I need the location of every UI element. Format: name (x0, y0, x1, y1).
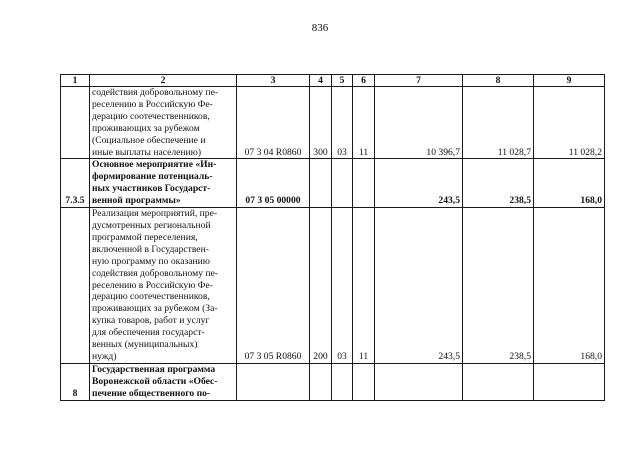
amount-col9-cell (534, 363, 605, 400)
subsection-cell: 11 (353, 87, 375, 159)
row-name-cell (90, 208, 237, 364)
header-cell-8: 8 (463, 75, 534, 87)
row-name-cell (90, 363, 237, 400)
section-cell (332, 159, 353, 208)
row-number-cell: 7.3.5 (61, 159, 90, 208)
header-cell-4: 4 (310, 75, 332, 87)
table-row (61, 87, 605, 159)
section-cell (332, 363, 353, 400)
row-name-line: дерацию соотечественников, (92, 291, 210, 303)
amount-col9-cell: 168,0 (534, 208, 605, 364)
row-name-line: содействия добровольному пе- (92, 267, 219, 279)
row-name-line: Основное мероприятие «Ин- (92, 159, 217, 171)
row-name-line: ных участников Государст- (92, 183, 211, 195)
row-name-line: печение общественного по- (92, 387, 211, 399)
subsection-cell: 11 (353, 208, 375, 364)
page-number: 836 (311, 22, 329, 34)
row-name-line: венной программы» (92, 195, 181, 207)
expense-type-cell: 300 (310, 87, 332, 159)
header-row (61, 75, 605, 87)
budget-code-cell: 07 3 05 R0860 (237, 208, 310, 364)
row-name-line: Воронежской области «Обес- (92, 375, 218, 387)
row-name-line: дусмотренных региональной (92, 219, 211, 231)
amount-col9-cell: 168,0 (534, 159, 605, 208)
amount-col8-cell (463, 363, 534, 400)
header-cell-7: 7 (375, 75, 463, 87)
amount-col7-cell: 243,5 (375, 159, 463, 208)
row-name-line: купка товаров, работ и услуг (92, 315, 210, 327)
table-body (61, 75, 605, 401)
header-cell-6: 6 (353, 75, 375, 87)
budget-table (60, 74, 605, 401)
row-name-line: для обеспечения государст- (92, 327, 205, 339)
row-name-line: Государственная программа (92, 363, 216, 375)
header-cell-9: 9 (534, 75, 605, 87)
amount-col9-cell: 11 028,2 (534, 87, 605, 159)
row-name-line: программой переселения, (92, 231, 198, 243)
budget-code-cell: 07 3 05 00000 (237, 159, 310, 208)
row-name-line: Реализация мероприятий, пре- (92, 208, 218, 220)
amount-col7-cell: 243,5 (375, 208, 463, 364)
table-row (61, 159, 605, 208)
table-row (61, 208, 605, 364)
amount-col7-cell: 10 396,7 (375, 87, 463, 159)
row-name-line: нужд) (92, 350, 117, 362)
header-cell-5: 5 (332, 75, 353, 87)
header-cell-3: 3 (237, 75, 310, 87)
row-name-line: (Социальное обеспечение и (92, 134, 206, 146)
expense-type-cell (310, 159, 332, 208)
row-number-cell: 8 (61, 363, 90, 400)
amount-col8-cell: 11 028,7 (463, 87, 534, 159)
subsection-cell (353, 159, 375, 208)
row-name-line: иные выплаты населению) (92, 146, 202, 158)
row-name-line: включенной в Государствен- (92, 243, 209, 255)
row-name-line: содействия добровольному пе- (92, 87, 219, 98)
table-row (61, 363, 605, 400)
amount-col8-cell: 238,5 (463, 159, 534, 208)
row-name-line: дерацию соотечественников, (92, 110, 210, 122)
row-name-line: формирование потенциаль- (92, 171, 213, 183)
subsection-cell (353, 363, 375, 400)
row-number-cell (61, 87, 90, 159)
budget-code-cell: 07 3 04 R0860 (237, 87, 310, 159)
row-name-line: реселению в Российскую Фе- (92, 279, 213, 291)
row-number-cell (61, 208, 90, 364)
row-name-line: реселению в Российскую Фе- (92, 98, 213, 110)
row-name-line: проживающих за рубежом (92, 122, 200, 134)
section-cell: 03 (332, 208, 353, 364)
expense-type-cell: 200 (310, 208, 332, 364)
row-name-line: ную программу по оказанию (92, 255, 210, 267)
row-name-cell (90, 87, 237, 159)
budget-code-cell (237, 363, 310, 400)
row-name-line: венных (муниципальных) (92, 339, 198, 351)
header-cell-1: 1 (61, 75, 90, 87)
section-cell: 03 (332, 87, 353, 159)
amount-col7-cell (375, 363, 463, 400)
expense-type-cell (310, 363, 332, 400)
header-cell-2: 2 (90, 75, 237, 87)
row-name-line: проживающих за рубежом (За- (92, 303, 218, 315)
row-name-cell (90, 159, 237, 208)
amount-col8-cell: 238,5 (463, 208, 534, 364)
